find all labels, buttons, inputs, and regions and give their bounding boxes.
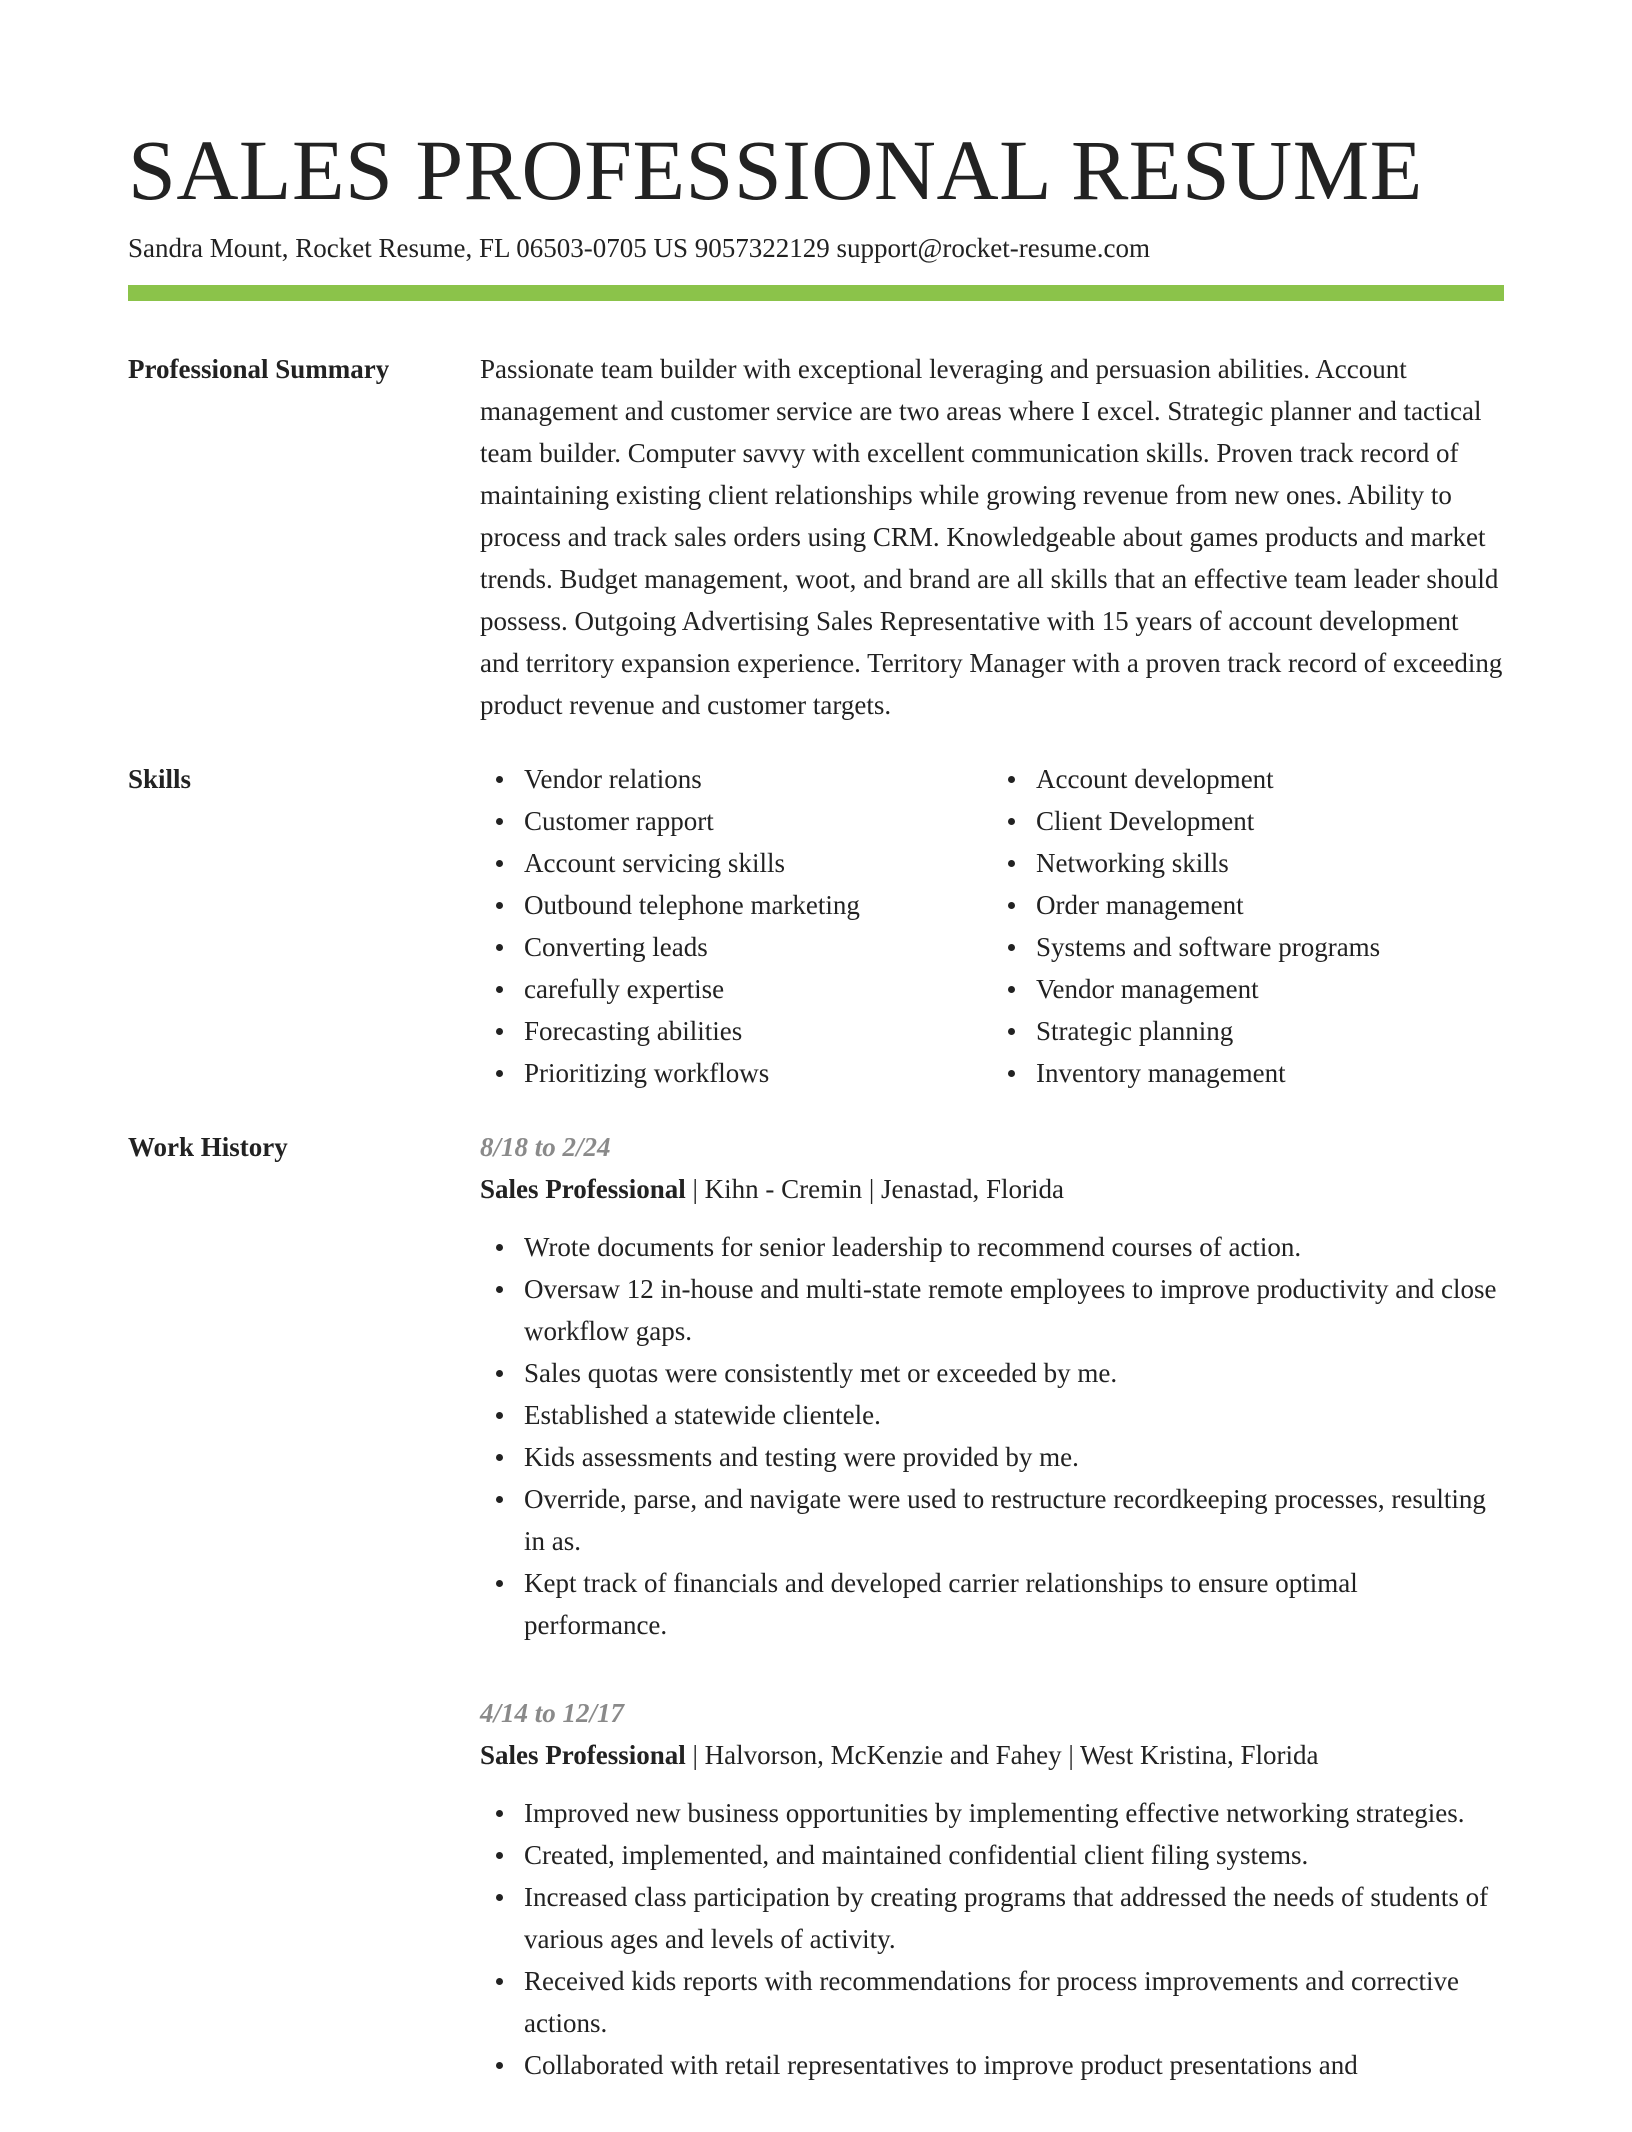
skill-item: Customer rapport: [524, 800, 992, 842]
job-title: Sales Professional: [480, 1174, 686, 1204]
duty-item: Received kids reports with recommendations for process improvements and corrective actions.: [524, 1960, 1504, 2044]
duty-item: Collaborated with retail representatives to improve product presentations and: [524, 2044, 1504, 2086]
work-history-heading: Work History: [128, 1132, 288, 1162]
duty-item: Kept track of financials and developed carrier relationships to ensure optimal performance.: [524, 1562, 1504, 1646]
duty-item: Wrote documents for senior leadership to recommend courses of action.: [524, 1226, 1504, 1268]
skill-item: Vendor relations: [524, 758, 992, 800]
skill-item: Outbound telephone marketing: [524, 884, 992, 926]
resume-title: SALES PROFESSIONAL RESUME: [128, 122, 1423, 218]
job-entry: [480, 1692, 1504, 2086]
job-dates: 4/14 to 12/17: [480, 1698, 625, 1728]
skill-item: Account servicing skills: [524, 842, 992, 884]
skill-item: Strategic planning: [1036, 1010, 1504, 1052]
skills-heading: Skills: [128, 764, 192, 794]
skill-item: Converting leads: [524, 926, 992, 968]
duty-item: Established a statewide clientele.: [524, 1394, 1504, 1436]
summary-body: [480, 348, 1504, 726]
skill-item: carefully expertise: [524, 968, 992, 1010]
skill-item: Client Development: [1036, 800, 1504, 842]
accent-divider: [128, 285, 1504, 301]
skill-item: Networking skills: [1036, 842, 1504, 884]
job-duties: [480, 1226, 1504, 1646]
duty-item: Improved new business opportunities by implementing effective networking strategies.: [524, 1792, 1504, 1834]
job-duties: [480, 1792, 1504, 2086]
skill-item: Order management: [1036, 884, 1504, 926]
job-details: | Kihn - Cremin | Jenastad, Florida: [685, 1174, 1065, 1204]
duty-item: Created, implemented, and maintained confidential client filing systems.: [524, 1834, 1504, 1876]
job-details: | Halvorson, McKenzie and Fahey | West Kristina, Florida: [685, 1740, 1319, 1770]
skill-item: Inventory management: [1036, 1052, 1504, 1094]
duty-item: Override, parse, and navigate were used to restructure recordkeeping processes, resulting in as.: [524, 1478, 1504, 1562]
skills-list-right: [992, 758, 1504, 1094]
skills-columns: [480, 758, 1504, 1094]
skills-body: [480, 758, 1504, 1094]
work-history-body: [480, 1126, 1504, 2132]
contact-line: Sandra Mount, Rocket Resume, FL 06503-0705 US 9057322129 support@rocket-resume.com: [128, 233, 1150, 263]
job-title: Sales Professional: [480, 1740, 686, 1770]
skill-item: Prioritizing workflows: [524, 1052, 992, 1094]
skills-list-left: [480, 758, 992, 1094]
skill-item: Forecasting abilities: [524, 1010, 992, 1052]
duty-item: Oversaw 12 in-house and multi-state remote employees to improve productivity and close workflow gaps.: [524, 1268, 1504, 1352]
job-dates: 8/18 to 2/24: [480, 1132, 611, 1162]
duty-item: Sales quotas were consistently met or exceeded by me.: [524, 1352, 1504, 1394]
job-heading: [480, 1734, 1504, 1776]
summary-text: Passionate team builder with exceptional leveraging and persuasion abilities. Account management and customer service are two areas where I excel. Strategic planner and tactical team builder. Computer savvy with excellent communication skills. Proven track record of maintaining existing client relationships while growing revenue from new ones. Ability to process and track sales orders using CRM. Knowledgeable about games products and market trends. Budget management, woot, and brand are all skills that an effective team leader should possess. Outgoing Advertising Sales Representative with 15 years of account development and territory expansion experience. Territory Manager with a proven track record of exceeding product revenue and customer targets.: [480, 354, 1503, 720]
job-heading: [480, 1168, 1504, 1210]
duty-item: Increased class participation by creating programs that addressed the needs of students of various ages and levels of activity.: [524, 1876, 1504, 1960]
skill-item: Account development: [1036, 758, 1504, 800]
skill-item: Systems and software programs: [1036, 926, 1504, 968]
job-entry: [480, 1126, 1504, 1646]
duty-item: Kids assessments and testing were provided by me.: [524, 1436, 1504, 1478]
skill-item: Vendor management: [1036, 968, 1504, 1010]
summary-heading: Professional Summary: [128, 354, 390, 384]
